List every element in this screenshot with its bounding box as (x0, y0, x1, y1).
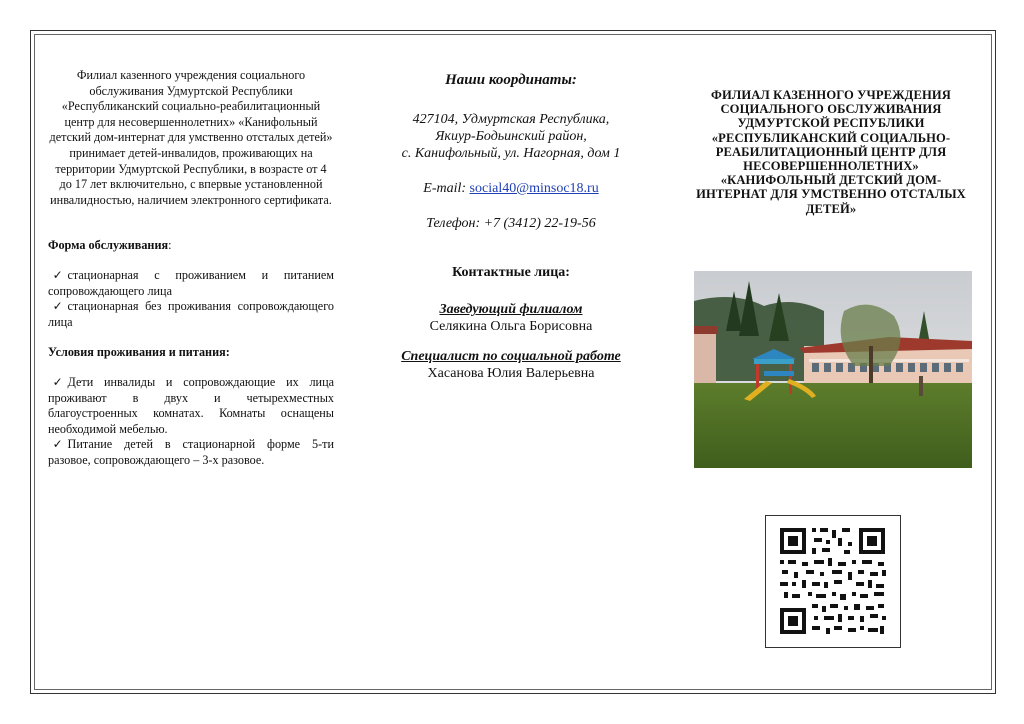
address-line-1: 427104, Удмуртская Республика, (412, 112, 610, 127)
check-icon: ✓ (52, 437, 63, 452)
qr-code[interactable] (765, 515, 901, 648)
right-column (690, 88, 972, 216)
organization-title: ФИЛИАЛ КАЗЕННОГО УЧРЕЖДЕНИЯ СОЦИАЛЬНОГО ОБСЛУЖИВАНИЯ УДМУРТСКОЙ РЕСПУБЛИКИ «РЕСПУБЛИКАНСКИЙ СОЦИАЛЬНО-РЕАБИЛИТАЦИОННЫЙ ЦЕНТР ДЛЯ НЕСОВЕРШЕННОЛЕТНИХ» «КАНИФОЛЬНЫЙ ДЕТСКИЙ ДОМ-ИНТЕРНАТ ДЛЯ УМСТВЕННО ОТСТАЛЫХ ДЕТЕЙ» (696, 88, 966, 216)
specialist-name: Хасанова Юлия Валерьевна (427, 366, 595, 381)
head-role: Заведующий филиалом (439, 302, 583, 317)
service-form-heading (48, 238, 334, 254)
form-item-1 (48, 268, 334, 299)
condition-item-1 (48, 375, 334, 437)
check-icon: ✓ (52, 299, 63, 314)
contacts-heading: Контактные лица: (452, 265, 570, 280)
middle-column (372, 72, 650, 382)
check-icon: ✓ (52, 374, 63, 389)
check-icon: ✓ (52, 267, 63, 282)
intro-text: Филиал казенного учреждения социального обслуживания Удмуртской Республики «Республиканский социально-реабилитационный центр для несовершеннолетних» «Канифольный детский дом-интернат для умственно отсталых детей» принимает детей-инвалидов, проживающих на территории Удмуртской Республики, в возрасте от 4 до 17 лет включительно, с впервые установленной инвалидностью, наличием электронного сертификата. (49, 68, 333, 207)
coordinates-heading: Наши координаты: (445, 72, 577, 88)
form-item-2-text: стационарная без проживания сопровождающего лица (48, 299, 334, 329)
form-item-1-text: стационарная с проживанием и питанием сопровождающего лица (48, 267, 334, 298)
head-name: Селякина Ольга Борисовна (429, 319, 593, 334)
email-row (372, 180, 650, 197)
condition-item-2 (48, 437, 334, 468)
qr-code-graphic (766, 516, 900, 647)
email-link[interactable]: social40@minsoc18.ru (469, 181, 599, 196)
left-column (48, 68, 334, 468)
address-line-3: с. Канифольный, ул. Нагорная, дом 1 (401, 146, 621, 161)
service-form-colon: : (168, 238, 172, 253)
form-item-2 (48, 299, 334, 330)
service-form-title: Форма обслуживания (48, 238, 169, 253)
condition-item-1-text: Дети инвалиды и сопровождающие их лица проживают в двух и четырехместных благоустроенных комнатах. Комнаты оснащены необходимой мебелью. (48, 374, 334, 436)
building-photo (694, 271, 972, 468)
email-label: E-mail: (423, 181, 467, 196)
specialist-role: Специалист по социальной работе (401, 349, 621, 364)
phone-row: Телефон: +7 (3412) 22-19-56 (426, 216, 596, 231)
address-line-2: Якиур-Бодьинский район, (435, 129, 587, 144)
condition-item-2-text: Питание детей в стационарной форме 5-ти разовое, сопровождающего – 3-х разовое. (48, 437, 334, 467)
conditions-heading: Условия проживания и питания: (48, 345, 230, 360)
